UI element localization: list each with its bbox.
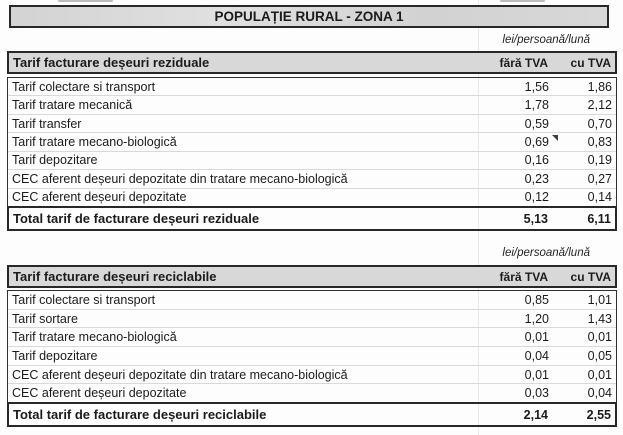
table-row (8, 189, 616, 206)
table-residual-total-row (7, 206, 617, 231)
row-label: Tarif depozitare (12, 348, 98, 363)
page-title: POPULAȚIE RURAL - ZONA 1 (9, 5, 609, 28)
column-header-fara-tva: fără TVA (499, 55, 548, 70)
value-fara-tva: 0,03 (524, 386, 549, 401)
value-cu-tva: 0,27 (587, 171, 612, 186)
scan-artifact (500, 0, 545, 2)
row-label: CEC aferent deșeuri depozitate (12, 190, 187, 205)
table-row (8, 96, 616, 114)
row-label: Tarif tratare mecanică (12, 98, 133, 113)
row-label: Tarif tratare mecano-biologică (12, 330, 177, 345)
row-label: Tarif transfer (12, 116, 82, 131)
value-fara-tva: 0,16 (524, 153, 549, 168)
value-fara-tva: 1,78 (524, 98, 549, 113)
value-cu-tva: 0,04 (587, 386, 612, 401)
table-recyclable-title: Tarif facturare deșeuri reciclabile (13, 269, 217, 284)
value-fara-tva: 0,23 (524, 171, 549, 186)
table-row (8, 152, 616, 170)
row-label: Tarif sortare (12, 311, 78, 326)
value-cu-tva: 0,83 (587, 134, 612, 149)
column-header-fara-tva: fără TVA (499, 269, 548, 284)
table-row (8, 384, 616, 402)
table-row (8, 170, 616, 188)
value-cu-tva: 0,05 (587, 348, 612, 363)
value-cu-tva: 0,19 (587, 153, 612, 168)
table-residual-title: Tarif facturare deșeuri reziduale (13, 55, 210, 70)
table-row (8, 78, 616, 96)
value-fara-tva: 0,85 (524, 292, 549, 307)
table-row (8, 328, 616, 347)
table-row (8, 310, 616, 329)
value-fara-tva: 0,69 (479, 135, 556, 149)
value-fara-tva: 0,59 (524, 116, 549, 131)
value-fara-tva: 1,56 (524, 79, 549, 94)
table-row (8, 347, 616, 366)
total-fara-tva: 5,13 (523, 211, 548, 226)
value-fara-tva: 0,12 (524, 190, 549, 205)
column-header-cu-tva: cu TVA (570, 269, 611, 284)
value-cu-tva: 1,01 (587, 292, 612, 307)
total-cu-tva: 2,55 (586, 407, 611, 422)
row-label: Tarif colectare si transport (12, 79, 156, 94)
total-cu-tva: 6,11 (587, 211, 611, 226)
total-fara-tva: 2,14 (523, 407, 548, 422)
column-header-cu-tva: cu TVA (570, 55, 611, 70)
value-cu-tva: 0,70 (587, 116, 612, 131)
value-fara-tva: 0,01 (524, 367, 549, 382)
row-label: CEC aferent deșeuri depozitate din tratare mecano-biologică (12, 367, 348, 382)
value-cu-tva: 2,12 (587, 98, 612, 113)
value-cu-tva: 1,86 (587, 79, 612, 94)
table-recyclable-body (7, 290, 617, 403)
unit-label-recyclable: lei/persoană/lună (502, 247, 590, 259)
value-cu-tva: 1,43 (587, 311, 612, 326)
table-row (8, 291, 616, 310)
row-label: Tarif tratare mecano-biologică (12, 134, 177, 149)
table-row (8, 115, 616, 133)
table-recyclable-header (7, 265, 617, 288)
total-label: Total tarif de facturare deșeuri reziduale (13, 211, 260, 226)
value-cu-tva: 0,01 (587, 367, 612, 382)
value-cu-tva: 0,14 (587, 190, 612, 205)
table-row (8, 366, 616, 385)
row-label: Tarif colectare si transport (12, 292, 156, 307)
row-label: CEC aferent deșeuri depozitate (12, 386, 187, 401)
table-residual-header (7, 51, 617, 74)
row-label: Tarif depozitare (12, 153, 98, 168)
value-cu-tva: 0,01 (587, 330, 612, 345)
table-residual-body (7, 77, 617, 207)
value-fara-tva: 0,01 (524, 330, 549, 345)
row-label: CEC aferent deșeuri depozitate din tratare mecano-biologică (12, 171, 348, 186)
value-fara-tva: 1,20 (524, 311, 549, 326)
table-recyclable-total-row (7, 402, 617, 427)
unit-label-residual: lei/persoană/lună (502, 34, 590, 46)
value-fara-tva: 0,04 (524, 348, 549, 363)
scan-artifact (58, 0, 113, 2)
total-label: Total tarif de facturare deșeuri reciclabile (13, 407, 267, 422)
table-row (8, 133, 616, 151)
